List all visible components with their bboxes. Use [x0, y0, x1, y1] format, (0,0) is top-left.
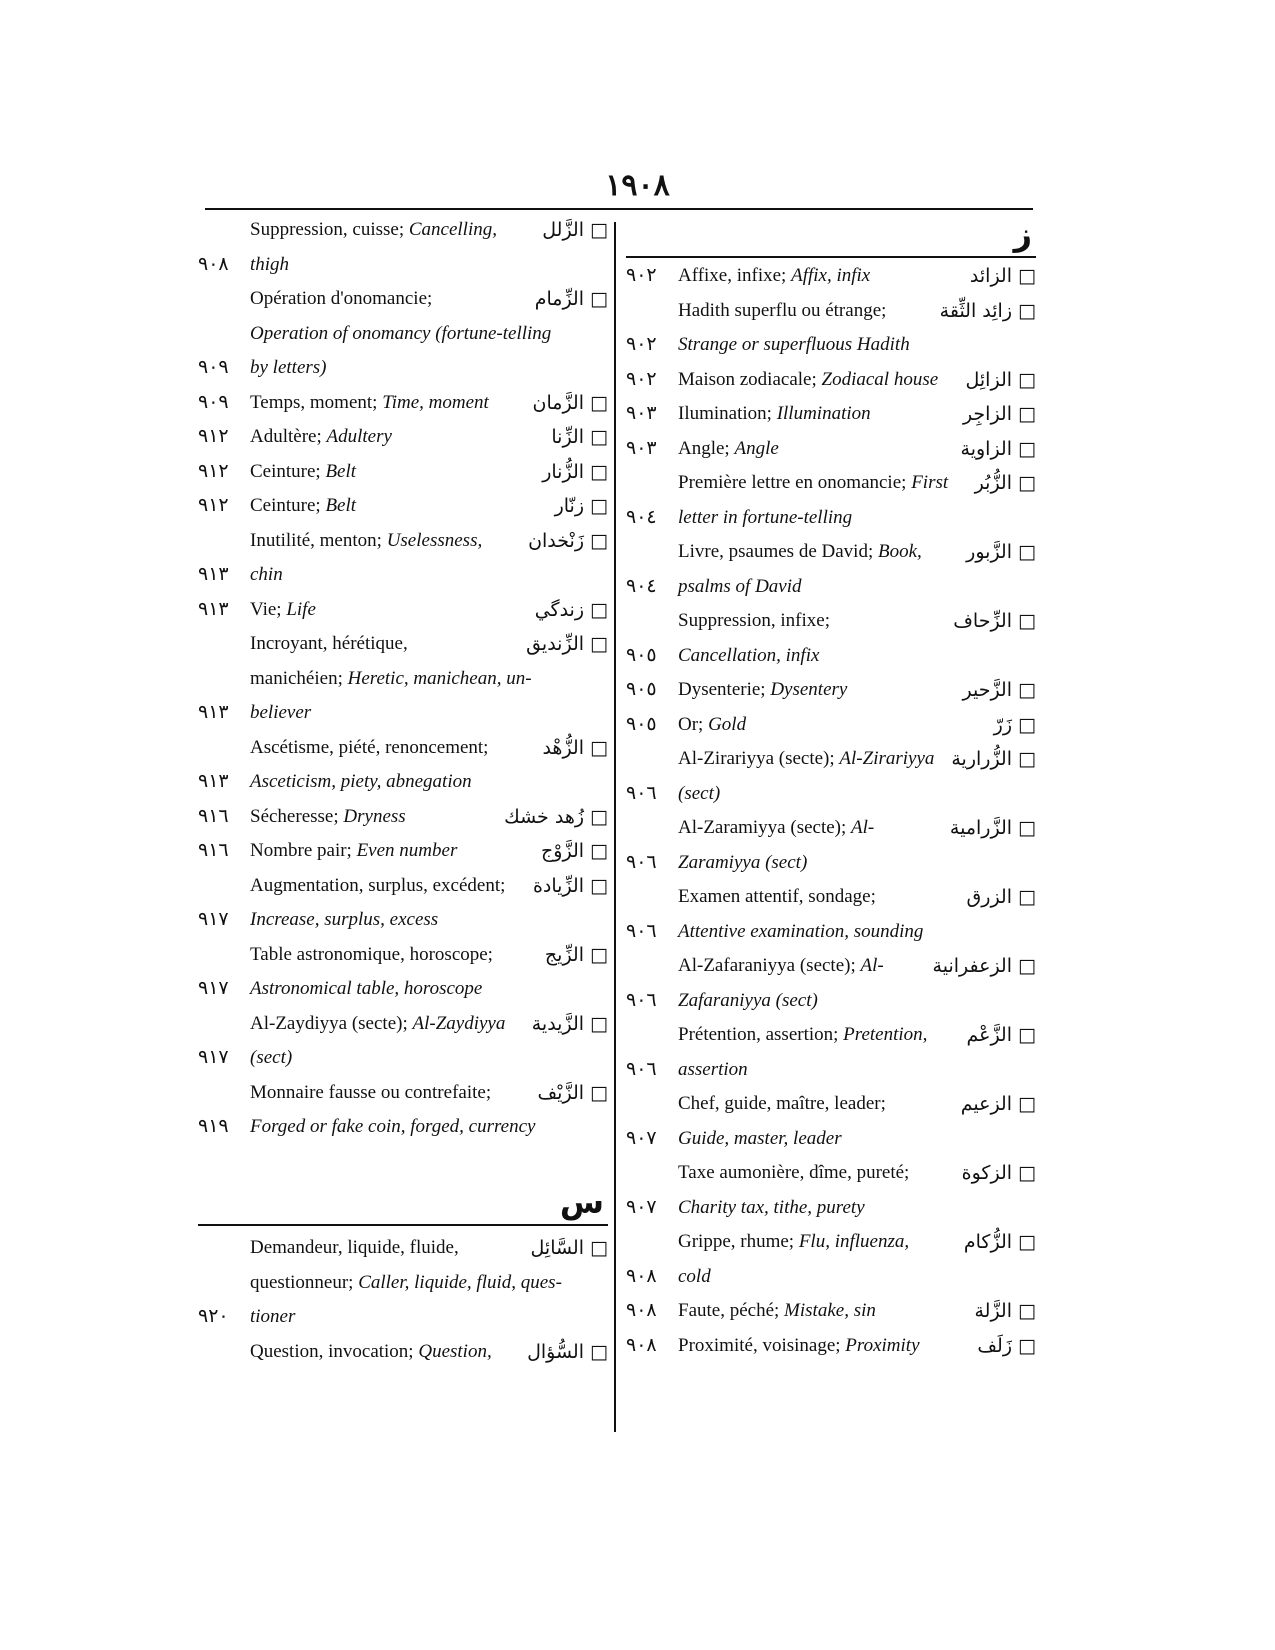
entry-definition: [678, 879, 876, 915]
entry-row: [626, 1293, 1036, 1329]
entry-page-ref: ٩٠٦: [626, 920, 657, 942]
entry-definition: [678, 396, 871, 432]
entry-english-text: Astronomical table, horoscope: [250, 978, 483, 999]
entry-row: [626, 500, 1036, 536]
entry-page-ref: ٩١٣: [198, 564, 229, 585]
entry-english-text: Time, moment: [382, 391, 489, 413]
entry-definition: [250, 695, 311, 731]
entry-french-text: Affixe, infixe;: [678, 265, 792, 286]
entry-definition: [678, 258, 870, 294]
entry-english-text: Dryness: [343, 805, 406, 827]
entry-english-text: chin: [250, 564, 283, 585]
entry-row: [626, 1155, 1036, 1191]
entry-row: [198, 523, 608, 559]
entry-english-text: Belt: [325, 460, 357, 482]
entry-definition: [250, 1075, 491, 1111]
entry-page-ref: ٩١٣: [198, 771, 229, 792]
entry-arabic-term: □ الزُّهْد: [542, 736, 608, 759]
entry-page-ref: ٩١٧: [198, 1047, 229, 1068]
entry-french-text: Al-Zirariyya (secte);: [678, 748, 840, 769]
entry-arabic-term: □ الزكوة: [961, 1162, 1036, 1184]
entry-french-text: Taxe aumonière, dîme, pureté;: [678, 1162, 910, 1183]
entry-arabic-term: □ الزَّبور: [966, 541, 1036, 563]
entry-french-text: Incroyant, hérétique,: [250, 633, 408, 654]
entry-french-text: Angle;: [678, 437, 735, 459]
entry-definition: [678, 534, 922, 570]
entry-definition: [250, 1334, 492, 1370]
entry-row: [626, 569, 1036, 605]
entry-french-text: Chef, guide, maître, leader;: [678, 1093, 886, 1114]
entry-definition: [678, 500, 852, 536]
entry-page-ref: ٩٠٧: [626, 1127, 657, 1149]
entry-french-text: manichéien;: [250, 667, 348, 689]
entry-page-ref: ٩٠٥: [626, 713, 657, 735]
entry-row: [626, 1224, 1036, 1260]
entry-french-text: Demandeur, liquide, fluide,: [250, 1237, 459, 1258]
entry-french-text: Inutilité, menton;: [250, 529, 387, 551]
entry-arabic-term: □ الزرق: [966, 886, 1036, 908]
entry-definition: [678, 948, 884, 984]
entry-page-ref: ٩٠٩: [198, 357, 229, 378]
entry-page-ref: ٩٠٢: [626, 368, 657, 390]
entry-definition: [678, 1328, 920, 1364]
entry-definition: [250, 385, 489, 421]
entry-row: [198, 281, 608, 317]
entry-french-text: Grippe, rhume;: [678, 1231, 799, 1252]
entry-english-text: Belt: [325, 495, 357, 516]
entry-french-text: Al-Zafaraniyya (secte);: [678, 955, 861, 976]
entry-row: [626, 741, 1036, 777]
entry-page-ref: ٩١٧: [198, 909, 229, 930]
entry-arabic-term: □ السُّؤال: [527, 1340, 608, 1363]
entry-arabic-term: □ زَنْخدان: [528, 529, 608, 552]
entry-french-text: Ascétisme, piété, renoncement;: [250, 736, 489, 758]
entry-definition: [678, 362, 938, 398]
entry-english-text: Guide, master, leader: [678, 1127, 842, 1149]
entry-definition: [250, 247, 289, 283]
entry-arabic-term: □ الزائد: [969, 265, 1036, 287]
entry-page-ref: ٩٠٩: [198, 391, 229, 413]
entry-arabic-term: □ زنّار: [554, 495, 608, 517]
entry-english-text: Al-Zaydiyya: [412, 1012, 506, 1034]
entry-row: [198, 1006, 608, 1042]
entry-arabic-term: □ الزُّنار: [542, 460, 608, 483]
entry-english-text: tioner: [250, 1306, 296, 1327]
entry-definition: [250, 730, 488, 766]
entry-row: [198, 212, 608, 248]
entry-french-text: Dysenterie;: [678, 679, 771, 700]
entry-row: [198, 350, 608, 386]
entry-row: [626, 534, 1036, 570]
entry-definition: [250, 454, 356, 490]
entry-arabic-term: □ الزَّيدية: [531, 1012, 608, 1035]
entry-row: [626, 672, 1036, 708]
entry-arabic-term: □ الزعفرانية: [932, 955, 1036, 977]
entry-definition: [250, 316, 551, 352]
entry-page-ref: ٩٠٢: [626, 334, 657, 355]
entry-row: [198, 1299, 608, 1335]
entry-definition: [250, 1230, 459, 1266]
entry-page-ref: ٩١٣: [198, 598, 229, 620]
entry-page-ref: ٩٠٤: [626, 575, 657, 597]
entry-english-text: Caller, liquide, fluid, ques-: [358, 1271, 562, 1293]
entry-page-ref: ٩١٦: [198, 840, 229, 861]
entry-row: [626, 1052, 1036, 1088]
entry-arabic-term: □ الزُّكام: [963, 1231, 1036, 1253]
entry-english-text: letter in fortune-telling: [678, 506, 853, 528]
entry-arabic-term: □ السَّائِل: [530, 1237, 608, 1259]
entry-row: [198, 902, 608, 938]
entry-page-ref: ٩٠٢: [626, 265, 657, 286]
entry-row: [626, 327, 1036, 363]
entry-french-text: Ilumination;: [678, 403, 777, 424]
entry-page-ref: ٩١٩: [198, 1116, 229, 1137]
entry-arabic-term: □ الزاجِر: [962, 403, 1036, 425]
entry-definition: [250, 971, 482, 1007]
entry-definition: [678, 1190, 865, 1226]
entry-row: [198, 247, 608, 283]
entry-definition: [678, 914, 923, 950]
entry-english-text: Adultery: [326, 426, 392, 447]
entry-english-text: First: [911, 472, 949, 493]
entry-page-ref: ٩٠٨: [626, 1300, 657, 1321]
entry-english-text: Forged or fake coin, forged, currency: [250, 1116, 536, 1137]
entry-row: [626, 1017, 1036, 1053]
entry-definition: [678, 672, 847, 708]
entry-french-text: Première lettre en onomancie;: [678, 472, 912, 493]
entry-english-text: Attentive examination, sounding: [678, 920, 924, 942]
entry-definition: [250, 1109, 535, 1145]
entry-row: [198, 695, 608, 731]
entry-page-ref: ٩٠٣: [626, 403, 657, 424]
entry-page-ref: ٩٢٠: [198, 1306, 229, 1327]
entry-arabic-term: □ الزِّنديق: [526, 633, 608, 655]
entry-row: [198, 1075, 608, 1111]
entry-row: [626, 1121, 1036, 1157]
entry-row: [198, 1109, 608, 1145]
entry-french-text: Suppression, infixe;: [678, 610, 830, 631]
entry-arabic-term: □ الزِّحاف: [953, 610, 1036, 632]
entry-definition: [678, 638, 819, 674]
entry-page-ref: ٩٠٦: [626, 989, 657, 1011]
entry-definition: [250, 1265, 562, 1301]
entry-definition: [678, 1086, 886, 1122]
entry-definition: [250, 592, 316, 628]
entry-english-text: Flu, influenza,: [798, 1231, 910, 1252]
entry-arabic-term: □ الزَّلة: [974, 1300, 1036, 1322]
entry-french-text: Maison zodiacale;: [678, 368, 822, 390]
entry-definition: [250, 523, 482, 559]
entry-definition: [678, 1259, 711, 1295]
entry-row: [626, 776, 1036, 812]
entry-row: [626, 845, 1036, 881]
entry-definition: [678, 983, 818, 1019]
entry-english-text: believer: [250, 702, 312, 723]
entry-row: [626, 1328, 1036, 1364]
entry-french-text: Table astronomique, horoscope;: [250, 943, 493, 965]
entry-arabic-term: □ الزَّحير: [962, 679, 1036, 701]
section-letter: ز: [1013, 215, 1032, 253]
entry-row: [626, 465, 1036, 501]
entry-arabic-term: □ الزِّنا: [551, 426, 608, 448]
entry-row: [626, 603, 1036, 639]
entry-definition: [250, 350, 327, 386]
entry-row: [626, 638, 1036, 674]
entry-definition: [250, 419, 392, 455]
entry-row: [198, 1040, 608, 1076]
section-header: [626, 212, 1036, 258]
entry-english-text: Cancellation, infix: [678, 644, 820, 666]
entry-page-ref: ٩٠٣: [626, 437, 657, 459]
entry-row: [626, 1259, 1036, 1295]
entry-definition: [250, 833, 457, 869]
entry-arabic-term: □ الزَّيْف: [537, 1081, 608, 1104]
entry-english-text: Zodiacal house: [821, 368, 939, 390]
entry-arabic-term: □ الزَّمان: [532, 391, 608, 414]
entry-definition: [678, 741, 934, 777]
page-number: ١٩٠٨: [605, 169, 670, 202]
entry-french-text: Question, invocation;: [250, 1340, 419, 1362]
entry-row: [626, 810, 1036, 846]
entry-english-text: assertion: [678, 1058, 748, 1080]
entry-arabic-term: □ الزَّوْج: [541, 840, 608, 862]
entry-definition: [250, 799, 406, 835]
entry-page-ref: ٩٠٨: [198, 253, 229, 275]
entry-page-ref: ٩٠٦: [626, 1058, 657, 1080]
entry-english-text: Life: [286, 598, 316, 620]
entry-definition: [250, 488, 356, 524]
entry-definition: [678, 1293, 876, 1329]
entry-row: [198, 557, 608, 593]
entry-row: [626, 258, 1036, 294]
entry-definition: [678, 707, 746, 743]
entry-arabic-term: □ الزَّرامية: [949, 817, 1036, 839]
entry-french-text: Temps, moment;: [250, 391, 383, 413]
column-divider: [614, 222, 616, 1432]
entry-row: [626, 879, 1036, 915]
entry-row: [198, 833, 608, 869]
entry-row: [198, 971, 608, 1007]
entry-row: [198, 419, 608, 455]
entry-french-text: questionneur;: [250, 1271, 359, 1293]
entry-page-ref: ٩١٧: [198, 978, 229, 999]
entry-french-text: Monnaire fausse ou contrefaite;: [250, 1081, 492, 1103]
entry-french-text: Al-Zaydiyya (secte);: [250, 1012, 413, 1034]
entry-page-ref: ٩٠٨: [626, 1334, 657, 1356]
entry-row: [198, 1230, 608, 1266]
entry-english-text: (sect): [250, 1047, 293, 1068]
entry-arabic-term: □ زندگي: [534, 598, 608, 621]
entry-definition: [678, 569, 802, 605]
section-header: [198, 1180, 608, 1226]
entry-english-text: cold: [678, 1265, 711, 1287]
entry-arabic-term: □ الزَّلل: [542, 219, 608, 241]
entry-french-text: Examen attentif, sondage;: [678, 886, 876, 907]
entry-row: [198, 316, 608, 352]
entry-row: [198, 937, 608, 973]
entry-arabic-term: □ الزِّيج: [544, 943, 608, 966]
entry-french-text: Hadith superflu ou étrange;: [678, 299, 887, 321]
entry-english-text: (sect): [678, 782, 721, 804]
entry-french-text: Adultère;: [250, 426, 327, 447]
entry-page-ref: ٩١٦: [198, 805, 229, 827]
entry-page-ref: ٩١٢: [198, 460, 229, 482]
entry-row: [198, 488, 608, 524]
entry-arabic-term: □ زَلَف: [977, 1334, 1036, 1357]
entry-english-text: Al-Zirariyya: [839, 748, 935, 769]
entry-french-text: Vie;: [250, 598, 287, 620]
entry-row: [198, 1265, 608, 1301]
entry-english-text: Illumination: [776, 403, 871, 424]
entry-english-text: Al-: [860, 955, 884, 976]
entry-french-text: Prétention, assertion;: [678, 1024, 844, 1045]
entry-definition: [250, 281, 432, 317]
entry-page-ref: ٩٠٤: [626, 506, 657, 528]
entry-english-text: Asceticism, piety, abnegation: [250, 771, 472, 792]
entry-row: [198, 799, 608, 835]
entry-arabic-term: □ الزاوية: [960, 437, 1036, 460]
entry-definition: [250, 868, 505, 904]
entry-arabic-term: □ زُهد خشك: [504, 805, 608, 828]
entry-definition: [678, 465, 948, 501]
entry-english-text: Strange or superfluous Hadith: [678, 334, 910, 355]
entry-row: [198, 454, 608, 490]
entry-definition: [678, 845, 807, 881]
entry-definition: [250, 1006, 505, 1042]
entry-row: [626, 362, 1036, 398]
entry-english-text: Heretic, manichean, un-: [347, 667, 532, 689]
entry-english-text: by letters): [250, 357, 327, 378]
entry-french-text: Faute, péché;: [678, 1300, 785, 1321]
entry-english-text: Cancelling,: [408, 219, 497, 240]
entry-english-text: Zafaraniyya (sect): [678, 989, 818, 1011]
entry-row: [198, 764, 608, 800]
entry-english-text: Dysentery: [770, 679, 848, 700]
entry-arabic-term: □ الزعيم: [960, 1093, 1036, 1115]
entry-english-text: Question,: [418, 1340, 492, 1362]
entry-row: [626, 914, 1036, 950]
entry-english-text: psalms of David: [678, 575, 802, 597]
entry-definition: [250, 902, 438, 938]
entry-definition: [250, 1040, 292, 1076]
entry-arabic-term: □ الزِّمام: [534, 288, 608, 310]
entry-definition: [678, 1121, 842, 1157]
entry-english-text: Increase, surplus, excess: [250, 909, 439, 930]
entry-french-text: Opération d'onomancie;: [250, 288, 433, 309]
entry-row: [198, 626, 608, 662]
entry-english-text: Book,: [877, 541, 922, 562]
entry-english-text: Zaramiyya (sect): [678, 851, 808, 873]
entry-row: [626, 1190, 1036, 1226]
entry-arabic-term: □ الزائِل: [965, 368, 1036, 391]
entry-french-text: Livre, psaumes de David;: [678, 541, 878, 562]
entry-arabic-term: □ الزِّيادة: [532, 874, 608, 897]
entry-definition: [678, 603, 830, 639]
entry-english-text: Pretention,: [843, 1024, 928, 1045]
entry-english-text: Mistake, sin: [784, 1300, 876, 1321]
entry-page-ref: ٩٠٦: [626, 851, 657, 873]
entry-row: [626, 983, 1036, 1019]
entry-definition: [250, 557, 283, 593]
entry-french-text: Suppression, cuisse;: [250, 219, 409, 240]
entry-arabic-term: □ زائِد الثِّقة: [939, 299, 1036, 322]
entry-row: [626, 293, 1036, 329]
entry-row: [198, 661, 608, 697]
entry-definition: [678, 431, 779, 467]
entry-english-text: Charity tax, tithe, purety: [678, 1196, 865, 1218]
entry-definition: [250, 1299, 295, 1335]
entry-french-text: Ceinture;: [250, 495, 326, 516]
entry-page-ref: ٩١٣: [198, 702, 229, 723]
entry-definition: [678, 327, 910, 363]
entry-definition: [250, 764, 472, 800]
entry-definition: [250, 661, 532, 697]
entry-arabic-term: □ الزُّبُر: [974, 472, 1036, 494]
entry-definition: [250, 937, 493, 973]
entry-english-text: Affix, infix: [791, 265, 871, 286]
entry-row: [198, 385, 608, 421]
entry-row: [198, 1334, 608, 1370]
entry-definition: [678, 776, 720, 812]
top-rule: [205, 208, 1033, 210]
entry-french-text: Ceinture;: [250, 460, 326, 482]
entry-row: [626, 948, 1036, 984]
entry-page-ref: ٩١٢: [198, 426, 229, 447]
entry-page-ref: ٩١٢: [198, 495, 229, 516]
entry-arabic-term: □ زَرّ: [993, 713, 1036, 736]
entry-definition: [250, 212, 497, 248]
entry-definition: [678, 1052, 748, 1088]
entry-definition: [678, 810, 874, 846]
entry-row: [198, 592, 608, 628]
entry-french-text: Al-Zaramiyya (secte);: [678, 817, 852, 838]
entry-english-text: Proximity: [845, 1334, 920, 1356]
entry-english-text: Uselessness,: [386, 529, 483, 551]
entry-row: [626, 707, 1036, 743]
entry-page-ref: ٩٠٨: [626, 1265, 657, 1287]
section-letter: س: [559, 1183, 604, 1221]
entry-english-text: Al-: [851, 817, 875, 838]
entry-french-text: Augmentation, surplus, excédent;: [250, 874, 506, 896]
entry-row: [198, 730, 608, 766]
entry-page-ref: ٩٠٥: [626, 679, 657, 700]
entry-french-text: Nombre pair;: [250, 840, 357, 861]
entry-page-ref: ٩٠٧: [626, 1196, 657, 1218]
entry-row: [198, 868, 608, 904]
entry-row: [626, 1086, 1036, 1122]
entry-arabic-term: □ الزُّرارية: [951, 748, 1036, 770]
entry-definition: [678, 1017, 927, 1053]
entry-row: [626, 396, 1036, 432]
entry-french-text: Or;: [678, 713, 709, 735]
entry-french-text: Proximité, voisinage;: [678, 1334, 846, 1356]
entry-page-ref: ٩٠٥: [626, 644, 657, 666]
entry-definition: [678, 1155, 909, 1191]
entry-english-text: Angle: [734, 437, 779, 459]
entry-english-text: Even number: [356, 840, 458, 861]
entry-definition: [678, 1224, 909, 1260]
entry-english-text: Gold: [708, 713, 747, 735]
entry-english-text: Operation of onomancy (fortune-telling: [250, 322, 552, 344]
entry-arabic-term: □ الزَّعْم: [966, 1024, 1036, 1046]
entry-definition: [250, 626, 408, 662]
entry-definition: [678, 293, 886, 329]
entry-french-text: Sécheresse;: [250, 805, 344, 827]
entry-english-text: thigh: [250, 253, 290, 275]
entry-page-ref: ٩٠٦: [626, 782, 657, 804]
entry-row: [626, 431, 1036, 467]
